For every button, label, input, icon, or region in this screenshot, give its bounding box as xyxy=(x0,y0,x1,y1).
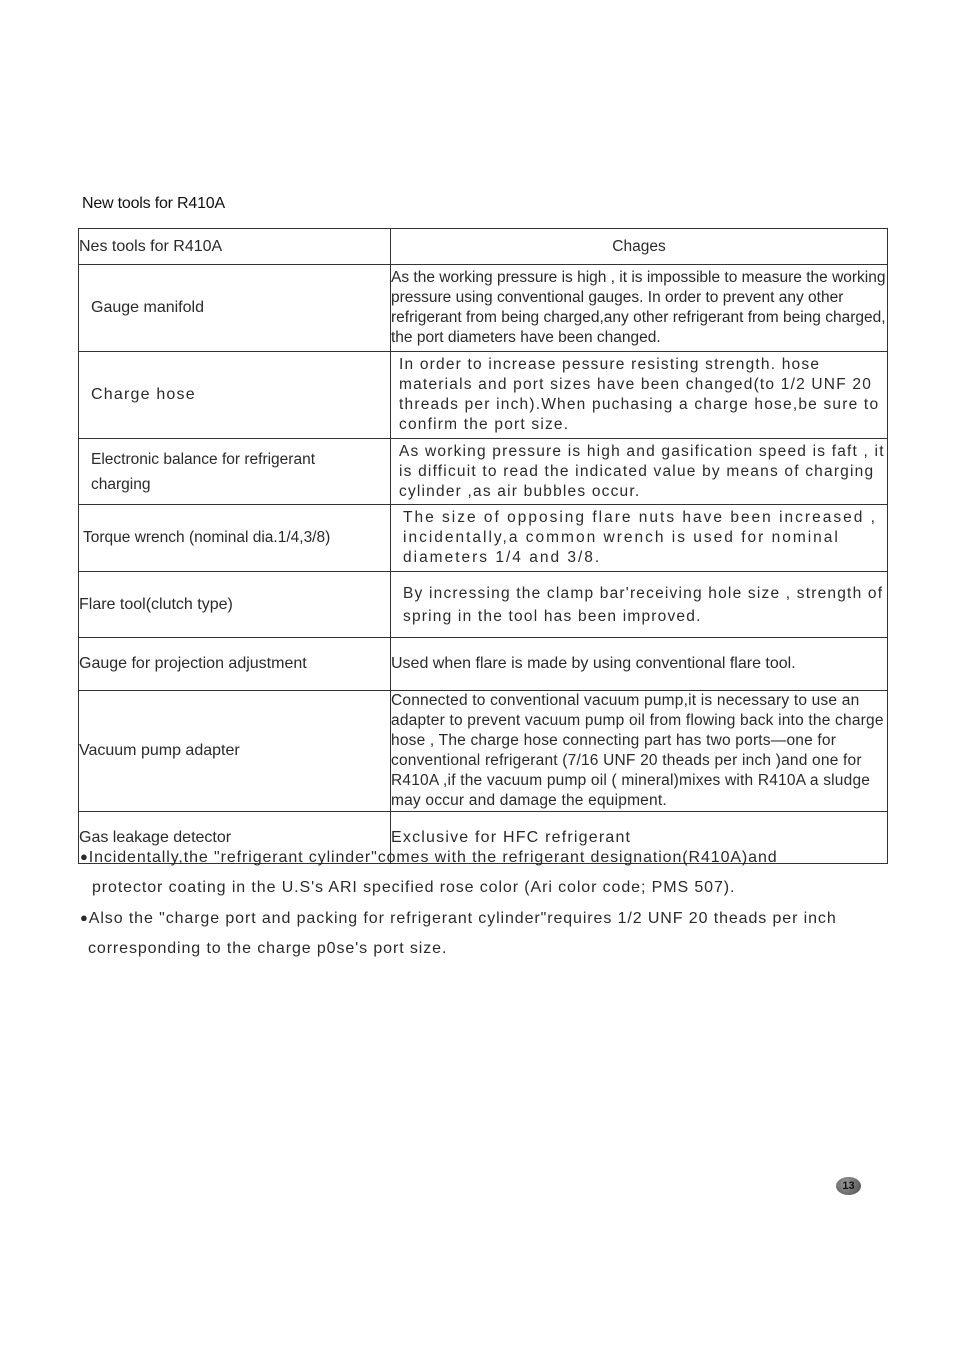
tool-name: Gas leakage detector xyxy=(79,812,391,864)
header-changes: Chages xyxy=(391,229,888,265)
table-row xyxy=(79,572,888,638)
tool-name: Electronic balance for refrigerant charging xyxy=(79,439,391,505)
tool-name: Gauge for projection adjustment xyxy=(79,638,391,691)
note-text: Also the "charge port and packing for refrigerant cylinder"requires 1/2 UNF 20 theads per inch xyxy=(88,910,837,927)
note-1-line-1 xyxy=(80,842,910,873)
note-text: protector coating in the U.S's ARI specified rose color (Ari color code; PMS 507). xyxy=(92,879,736,896)
tool-change: By incressing the clamp bar'receiving hole size , strength of spring in the tool has been improved. xyxy=(391,572,888,638)
table-row xyxy=(79,439,888,505)
tool-change: Used when flare is made by using conventional flare tool. xyxy=(391,638,888,691)
page-number-badge: 13 xyxy=(836,1177,861,1195)
bullet-icon: ● xyxy=(80,910,89,925)
note-2-line-2 xyxy=(80,934,910,964)
tool-change: Connected to conventional vacuum pump,it is necessary to use an adapter to prevent vacuum pump oil from flowing back into the charge hose , The charge hose connecting part has two ports—one for conventional refrigerant (7/16 UNF 20 theads per inch )and one for R410A ,if the vacuum pump oil ( mineral)mixes with R410A a sludge may occur and damage the equipment. xyxy=(391,691,888,812)
table-row xyxy=(79,691,888,812)
tools-table xyxy=(78,228,888,864)
tool-change: In order to increase pessure resisting strength. hose materials and port sizes have been changed(to 1/2 UNF 20 threads per inch).When puchasing a charge hose,be sure to confirm the port size. xyxy=(391,352,888,439)
tool-change: Exclusive for HFC refrigerant xyxy=(391,812,888,864)
note-text: Incidentally,the "refrigerant cylinder"comes with the refrigerant designation(R410A)and xyxy=(88,849,778,866)
notes xyxy=(80,842,910,964)
tool-name: Vacuum pump adapter xyxy=(79,691,391,812)
table-row xyxy=(79,265,888,352)
tool-change: As the working pressure is high , it is impossible to measure the working pressure using conventional gauges. In order to prevent any other refrigerant from being charged,any other refrigerant from being charged, the port diameters have been changed. xyxy=(391,265,888,352)
note-1-line-2 xyxy=(80,873,910,903)
tool-change: The size of opposing flare nuts have been increased , incidentally,a common wrench is used for nominal diameters 1/4 and 3/8. xyxy=(391,505,888,572)
table-header-row xyxy=(79,229,888,265)
tool-name: Charge hose xyxy=(79,352,391,439)
tool-name: Flare tool(clutch type) xyxy=(79,572,391,638)
tool-change: As working pressure is high and gasification speed is faft , it is difficuit to read the indicated value by means of charging cylinder ,as air bubbles occur. xyxy=(391,439,888,505)
table-row xyxy=(79,505,888,572)
note-text: corresponding to the charge p0se's port size. xyxy=(88,940,448,957)
table-row xyxy=(79,638,888,691)
note-2-line-1 xyxy=(80,903,910,934)
tool-name: Gauge manifold xyxy=(79,265,391,352)
table-row xyxy=(79,352,888,439)
bullet-icon: ● xyxy=(80,849,89,864)
tool-name: Torque wrench (nominal dia.1/4,3/8) xyxy=(79,505,391,572)
header-tools: Nes tools for R410A xyxy=(79,229,391,265)
section-title: New tools for R410A xyxy=(82,195,225,212)
